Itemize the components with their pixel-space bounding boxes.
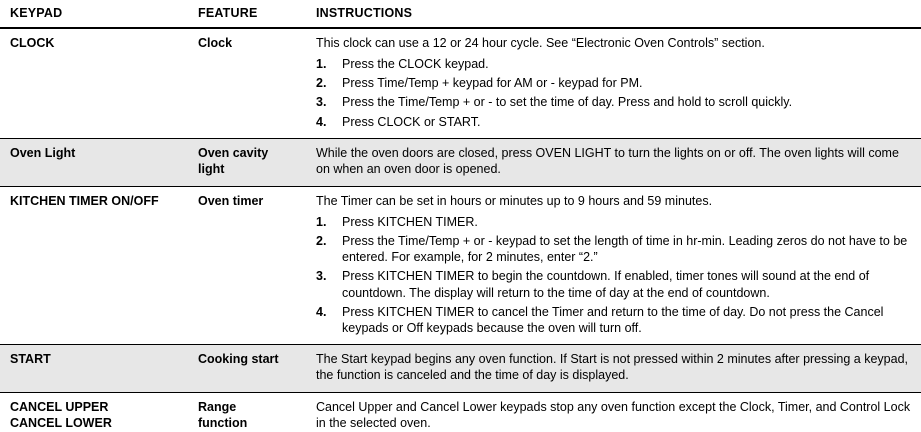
instruction-intro: This clock can use a 12 or 24 hour cycle. See “Electronic Oven Controls” section. xyxy=(316,36,765,50)
step-text: Press the CLOCK keypad. xyxy=(342,56,489,71)
feature-line: function xyxy=(198,415,248,430)
instruction-intro: The Start keypad begins any oven function. If Start is not pressed within 2 minutes after pressing a keypad, the function is canceled and the time of day is displayed. xyxy=(316,352,908,383)
cell-keypad: CLOCK xyxy=(0,28,188,138)
step-number: 1. xyxy=(316,56,327,71)
column-header-instructions: INSTRUCTIONS xyxy=(306,0,921,28)
cell-feature: Clock xyxy=(188,28,306,138)
step-number: 3. xyxy=(316,269,327,284)
step-text: Press the Time/Temp + or - keypad to set the length of time in hr-min. Leading zeros do not have to be entered. For example, for 2 minutes, enter “2.” xyxy=(342,233,908,264)
cell-feature xyxy=(188,393,306,432)
column-header-feature: FEATURE xyxy=(188,0,306,28)
instruction-steps xyxy=(316,56,913,130)
cell-feature: Cooking start xyxy=(188,345,306,393)
table-row xyxy=(0,28,921,138)
cell-keypad: Oven Light xyxy=(0,138,188,186)
instruction-steps xyxy=(316,214,913,337)
step-number: 1. xyxy=(316,214,327,229)
cell-instructions xyxy=(306,138,921,186)
step-number: 4. xyxy=(316,114,327,129)
instruction-step xyxy=(316,268,913,301)
step-text: Press KITCHEN TIMER. xyxy=(342,214,478,229)
table-row xyxy=(0,345,921,393)
step-number: 2. xyxy=(316,233,327,248)
cell-instructions xyxy=(306,345,921,393)
table-row xyxy=(0,393,921,432)
cell-instructions xyxy=(306,186,921,345)
step-number: 2. xyxy=(316,76,327,91)
instruction-step xyxy=(316,214,913,230)
instruction-step xyxy=(316,233,913,266)
table-body xyxy=(0,28,921,432)
instruction-step xyxy=(316,304,913,337)
step-text: Press KITCHEN TIMER to cancel the Timer and return to the time of day. Do not press the Cancel keypads or Off keypads because the oven will turn off. xyxy=(342,304,884,335)
instruction-intro: While the oven doors are closed, press OVEN LIGHT to turn the lights on or off. The oven lights will come on when an oven door is opened. xyxy=(316,145,899,176)
instruction-intro: The Timer can be set in hours or minutes up to 9 hours and 59 minutes. xyxy=(316,193,713,208)
table-row xyxy=(0,138,921,186)
step-text: Press Time/Temp + keypad for AM or - keypad for PM. xyxy=(342,76,643,91)
step-text: Press KITCHEN TIMER to begin the countdown. If enabled, timer tones will sound at the end of countdown. The display will return to the time of day at the end of countdown. xyxy=(342,269,870,300)
instruction-step xyxy=(316,56,913,72)
step-number: 4. xyxy=(316,304,327,319)
instruction-step xyxy=(316,94,913,110)
cell-keypad: KITCHEN TIMER ON/OFF xyxy=(0,186,188,345)
keypad-line: CANCEL UPPER xyxy=(10,400,109,414)
step-text: Press the Time/Temp + or - to set the time of day. Press and hold to scroll quickly. xyxy=(342,95,793,110)
instruction-step xyxy=(316,75,913,91)
cell-instructions xyxy=(306,393,921,432)
table-header xyxy=(0,0,921,28)
cell-keypad xyxy=(0,393,188,432)
cell-feature: Oven cavity light xyxy=(188,138,306,186)
cell-feature: Oven timer xyxy=(188,186,306,345)
feature-line: Range xyxy=(198,400,237,414)
keypad-line: CANCEL LOWER xyxy=(10,415,112,430)
cell-keypad: START xyxy=(0,345,188,393)
header-row xyxy=(0,0,921,28)
step-text: Press CLOCK or START. xyxy=(342,114,481,129)
cell-instructions xyxy=(306,28,921,138)
step-number: 3. xyxy=(316,95,327,110)
instruction-step xyxy=(316,114,913,130)
table-row xyxy=(0,186,921,345)
instruction-intro: Cancel Upper and Cancel Lower keypads stop any oven function except the Clock, Timer, and Control Lock in the selected oven. xyxy=(316,400,911,430)
column-header-keypad: KEYPAD xyxy=(0,0,188,28)
